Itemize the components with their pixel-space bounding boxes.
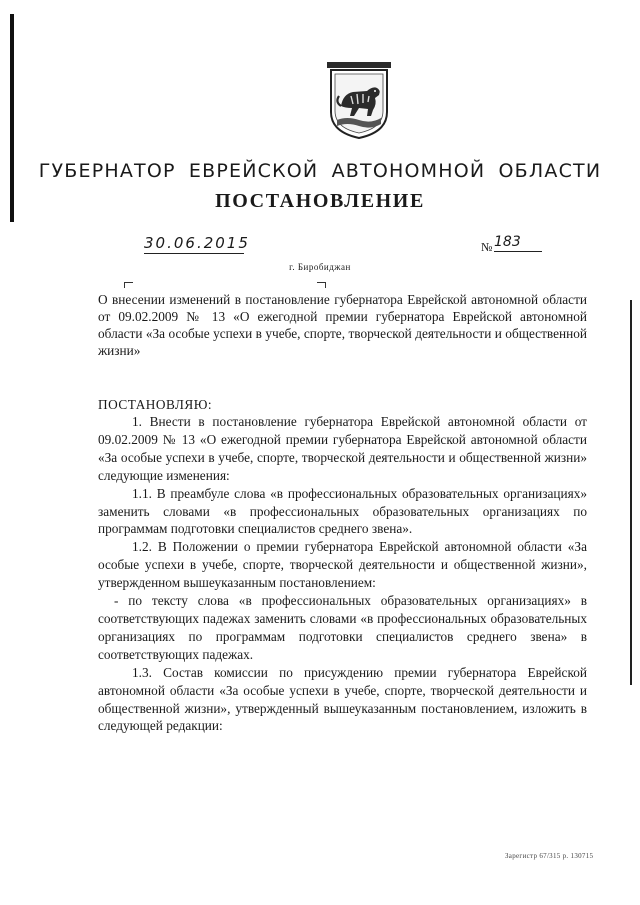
- paragraph-1-1: 1.1. В преамбуле слова «в профессиональных образовательных организациях» заменить словами «в профессиональных образовательных организациях по программам подготовки специалистов среднего звена».: [98, 485, 587, 537]
- city: г. Биробиджан: [289, 262, 351, 272]
- number-label: №: [481, 240, 493, 254]
- coat-of-arms-tiger-icon: [327, 62, 391, 140]
- scan-edge-right: [630, 300, 632, 685]
- document-date: 30.06.2015: [144, 234, 250, 252]
- document-number: 183: [494, 234, 542, 252]
- subject-corner-right: [317, 282, 326, 288]
- subject-corner-left: [124, 282, 133, 288]
- paragraph-1-2-item: - по тексту слова «в профессиональных образовательных организациях» в соответствующих падежах заменить словами «в профессиональных образовательных организациях по программам подготовки специалистов среднего звена» в соответствующих падежах.: [98, 593, 587, 662]
- issuer-title: ГУБЕРНАТОР ЕВРЕЙСКОЙ АВТОНОМНОЙ ОБЛАСТИ: [38, 160, 602, 182]
- paragraph-1-2: 1.2. В Положении о премии губернатора Еврейской автономной области «За особые успехи в учебе, спорте, творческой деятельности и общественной жизни», утвержденном вышеуказанным постановлением:: [98, 539, 587, 591]
- paragraph-1-3: 1.3. Состав комиссии по присуждению премии губернатора Еврейской автономной области «За особые успехи в учебе, спорте, творческой деятельности и общественной жизни», утвержденный вышеуказанным постановлением, изложить в следующей редакции:: [98, 664, 587, 734]
- registration-code: Зарегистр 67/315 р. 130715: [505, 852, 594, 860]
- document-type: ПОСТАНОВЛЕНИЕ: [215, 190, 425, 212]
- paragraph-1: 1. Внести в постановление губернатора Еврейской автономной области от 09.02.2009 № 13 «О ежегодной премии губернатора Еврейской автономной области «За особые успехи в учебе, спорте, творческой деятельности и общественной жизни» следующие изменения:: [98, 414, 587, 483]
- document-subject: О внесении изменений в постановление губернатора Еврейской автономной области от 09.02.2009 № 13 «О ежегодной премии губернатора Еврейской автономной области «За особые успехи в учебе, спорте, творческой деятельности и общественной жизни»: [98, 292, 587, 358]
- document-body: [98, 413, 587, 735]
- decree-word: ПОСТАНОВЛЯЮ:: [98, 397, 213, 412]
